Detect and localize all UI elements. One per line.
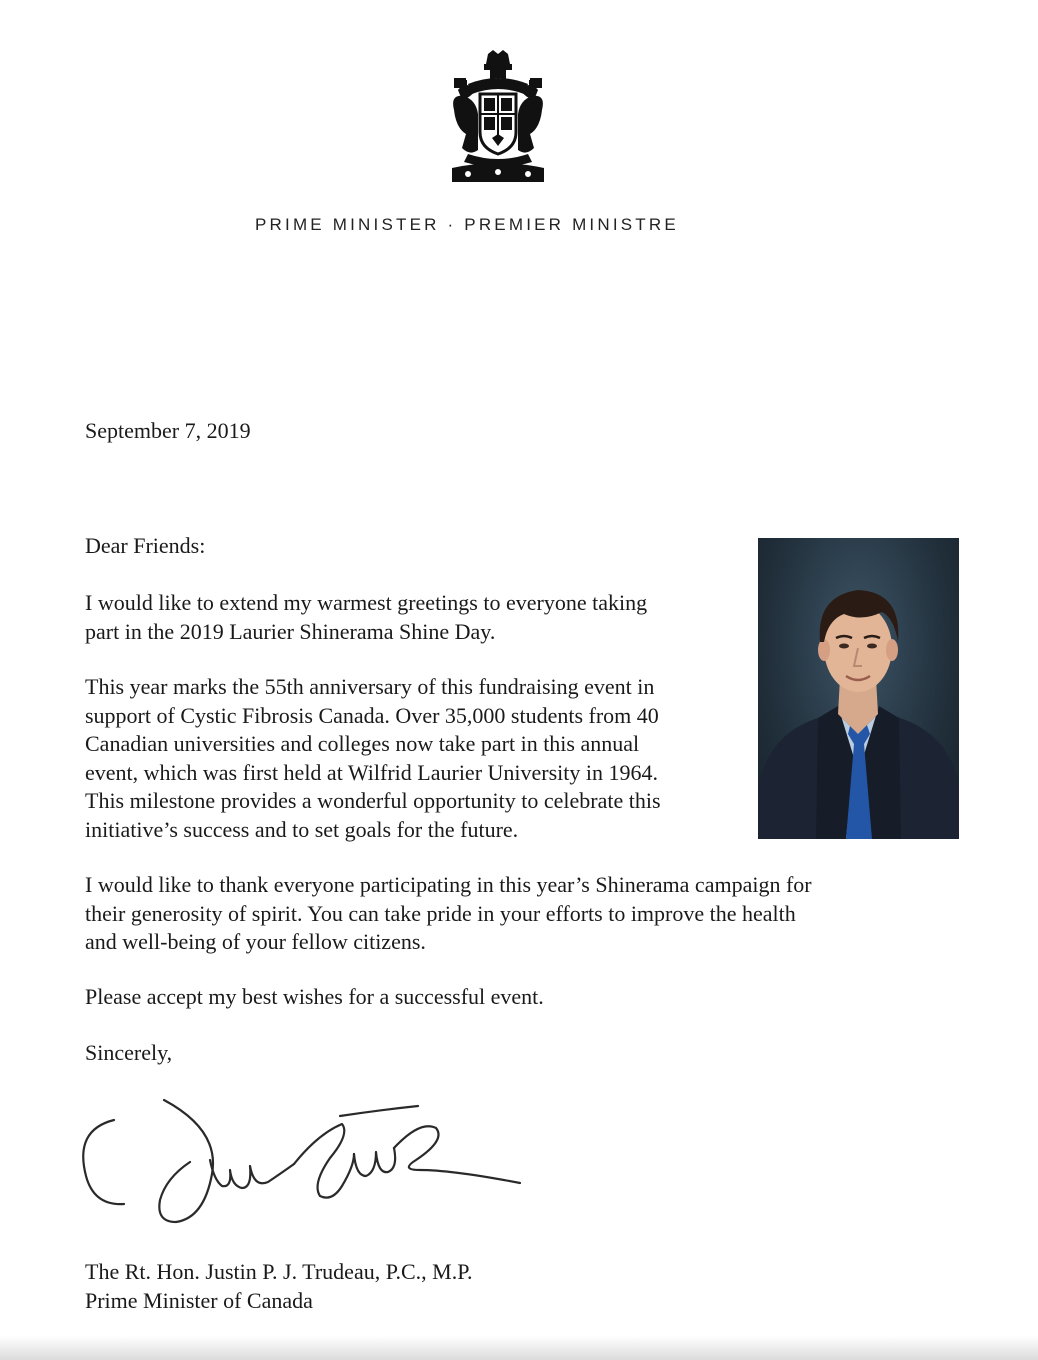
paragraph-line: and well-being of your fellow citizens.: [85, 929, 426, 954]
paragraph-line: This milestone provides a wonderful opportunity to celebrate this: [85, 788, 661, 813]
paragraph-line: Please accept my best wishes for a successful event.: [85, 984, 544, 1009]
letterhead-title: PRIME MINISTER · PREMIER MINISTRE: [255, 215, 679, 234]
paragraph-line: This year marks the 55th anniversary of this fundraising event in: [85, 674, 655, 699]
paragraph-line: support of Cystic Fibrosis Canada. Over 35,000 students from 40: [85, 702, 659, 728]
paragraph-wishes: [85, 983, 544, 1012]
signer-block: [85, 1257, 473, 1315]
coat-of-arms-icon: [448, 50, 548, 184]
paragraph-line: Canadian universities and colleges now take part in this annual: [85, 731, 640, 756]
signature: [80, 1090, 530, 1230]
paragraph-line: I would like to thank everyone participating in this year’s Shinerama campaign for: [85, 872, 812, 897]
paragraph-line: I would like to extend my warmest greetings to everyone taking: [85, 590, 648, 615]
paragraph-greeting: [85, 589, 647, 646]
page-edge-shadow: [0, 1336, 1038, 1360]
closing: Sincerely,: [85, 1040, 173, 1065]
letter-date: September 7, 2019: [85, 418, 251, 443]
portrait-illustration: [758, 538, 959, 839]
paragraph-line: initiative’s success and to set goals for the future.: [85, 816, 519, 842]
paragraph-line: event, which was first held at Wilfrid Laurier University in 1964.: [85, 759, 659, 785]
signer-name: The Rt. Hon. Justin P. J. Trudeau, P.C., M.P.: [85, 1259, 473, 1284]
paragraph-line: their generosity of spirit. You can take pride in your efforts to improve the health: [85, 900, 796, 926]
salutation: Dear Friends:: [85, 533, 206, 558]
paragraph-line: part in the 2019 Laurier Shinerama Shine Day.: [85, 618, 496, 644]
signer-title: Prime Minister of Canada: [85, 1288, 313, 1313]
portrait-photo: [758, 538, 959, 839]
paragraph-thanks: [85, 871, 812, 957]
paragraph-anniversary: [85, 673, 661, 844]
